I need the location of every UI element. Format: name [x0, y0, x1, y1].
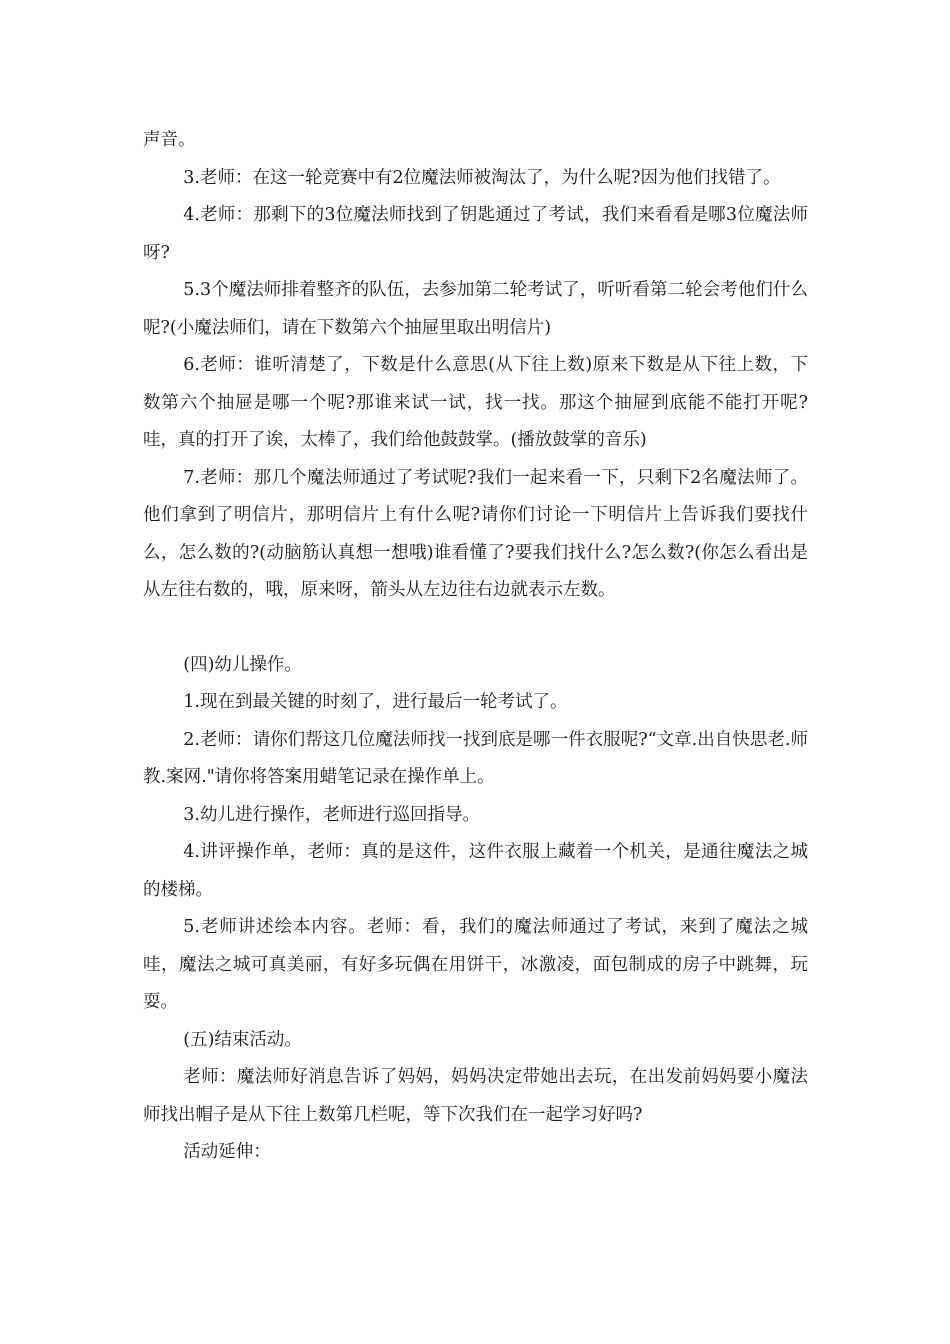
paragraph: 3.老师：在这一轮竞赛中有2位魔法师被淘汰了，为什么呢?因为他们找错了。	[183, 167, 781, 188]
paragraph: 4.老师：那剩下的3位魔法师找到了钥匙通过了考试，我们来看看是哪3位魔法师呀?	[143, 205, 808, 263]
paragraph: 5.3个魔法师排着整齐的队伍，去参加第二轮考试了，听听看第二轮会考他们什么呢?(小魔法师们，请在下数第六个抽屉里取出明信片)	[143, 280, 808, 338]
paragraph: 1.现在到最关键的时刻了，进行最后一轮考试了。	[183, 692, 568, 712]
paragraph: 老师：魔法师好消息告诉了妈妈，妈妈决定带她出去玩，在出发前妈妈要小魔法师找出帽子是从下往上数第几栏呢，等下次我们在一起学习好吗?	[143, 1067, 808, 1125]
paragraph: 3.幼儿进行操作，老师进行巡回指导。	[183, 804, 480, 825]
paragraph: 6.老师：谁听清楚了，下数是什么意思(从下往上数)原来下数是从下往上数，下数第六个抽屉是哪一个呢?那谁来试一试，找一找。那这个抽屉到底能不能打开呢?哇，真的打开了诶，太棒了，我们给他鼓鼓掌。(播放鼓掌的音乐)	[143, 355, 808, 450]
paragraph: 4.讲评操作单，老师：真的是这件，这件衣服上藏着一个机关，是通往魔法之城的楼梯。	[143, 842, 808, 900]
paragraph: 5.老师讲述绘本内容。老师：看，我们的魔法师通过了考试，来到了魔法之城哇，魔法之城可真美丽，有好多玩偶在用饼干，冰激凌，面包制成的房子中跳舞，玩耍。	[143, 917, 808, 1012]
section-heading: (五)结束活动。	[183, 1029, 302, 1050]
paragraph: 活动延伸：	[183, 1142, 271, 1162]
paragraph: 7.老师：那几个魔法师通过了考试呢?我们一起来看一下，只剩下2名魔法师了。他们拿到了明信片，那明信片上有什么呢?请你们讨论一下明信片上告诉我们要找什么，怎么数的?(动脑筋认真想一想哦)谁看懂了?要我们找什么?怎么数?(你怎么看出是从左往右数的，哦，原来呀，箭头从左边往右边就表示左数。	[143, 467, 808, 600]
section-gap	[143, 610, 808, 647]
document-body	[143, 122, 808, 1172]
paragraph: 2.老师：请你们帮这几位魔法师找一找到底是哪一件衣服呢?“文章.出自快思老.师教.案网."请你将答案用蜡笔记录在操作单上。	[143, 729, 808, 787]
section-heading: (四)幼儿操作。	[183, 654, 302, 675]
paragraph: 声音。	[143, 130, 196, 150]
